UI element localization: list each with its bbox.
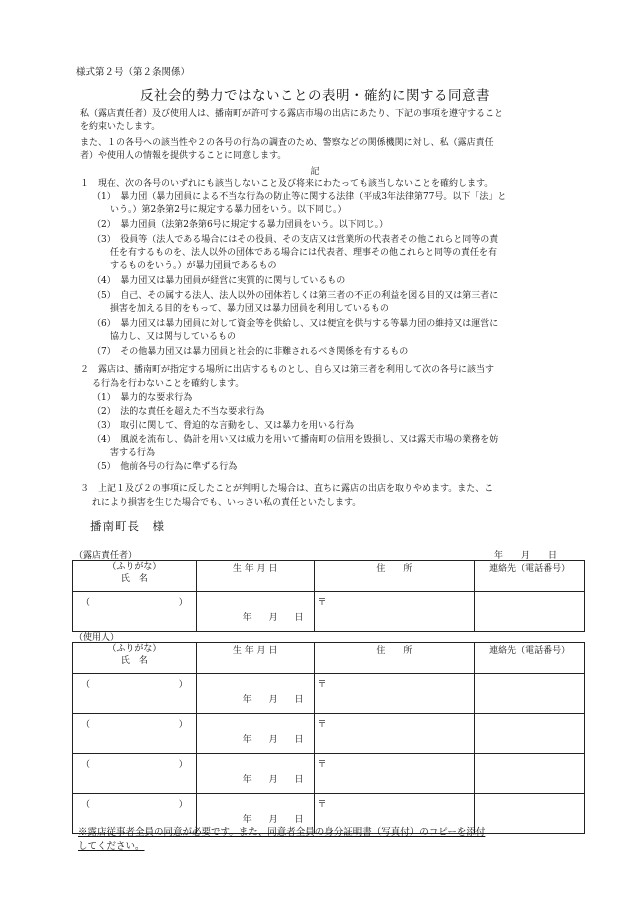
birth-header: 生 年 月 日 — [196, 561, 314, 592]
birth-cell[interactable]: 年 月 日 — [196, 794, 314, 834]
furigana-label: （ふりがな） — [107, 644, 162, 654]
ki-heading: 記 — [310, 167, 320, 177]
intro-line-4: 者）や使用人の情報を提供することに同意します。 — [80, 151, 287, 161]
section1-item-cont: 損害を加える目的をもって、暴力団又は暴力団員を利用しているもの — [110, 304, 389, 314]
table-header-row — [73, 561, 585, 592]
section1-item-cont: いう。）第2条第2号に規定する暴力団をいう。以下同じ。） — [110, 205, 347, 215]
birth-cell[interactable]: 年 月 日 — [196, 592, 314, 632]
name-header — [73, 643, 197, 674]
section1-item-cont: 協力し、又は関与しているもの — [110, 332, 237, 342]
section1-item: （3） 役員等（法人である場合にはその役員、その支店又は営業所の代表者その他これらと同等の責 — [92, 235, 499, 245]
section1-item: （2） 暴力団員（法第2条第6号に規定する暴力団員をいう。以下同じ。） — [92, 220, 389, 230]
contact-header: 連絡先（電話番号） — [475, 561, 585, 592]
user-label: （使用人） — [74, 633, 120, 643]
address-cell[interactable]: 〒 — [314, 714, 475, 754]
section1-heading: １ 現在、次の各号のいずれにも該当しないこと及び将来にわたっても該当しないことを確約します。 — [80, 179, 494, 189]
section1-item-cont: するものをいう。）が暴力団員であるもの — [110, 261, 277, 271]
intro-line-3: また、１の各号への該当性や２の各号の行為の調査のため、警察などの関係機関に対し、私（露店責任 — [80, 138, 494, 148]
furigana-label: （ふりがな） — [107, 562, 162, 572]
section2-item: （5） 他前各号の行為に準ずる行為 — [92, 462, 238, 472]
name-cell[interactable]: （ ） — [73, 754, 197, 794]
section1-item: （4） 暴力団又は暴力団員が経営に実質的に関与しているもの — [92, 276, 346, 286]
table-row — [73, 674, 585, 714]
name-label: 氏 名 — [120, 656, 148, 666]
address-header: 住 所 — [314, 561, 475, 592]
footnote-line-2: してください。 — [78, 841, 145, 852]
section2-item: （3） 取引に関して、脅迫的な言動をし、又は暴力を用いる行為 — [92, 421, 355, 431]
contact-header: 連絡先（電話番号） — [475, 643, 585, 674]
section2-item: （2） 法的な責任を超えた不当な要求行為 — [92, 407, 265, 417]
section2-item: （1） 暴力的な要求行為 — [92, 393, 193, 403]
section3-heading-cont: れにより損害を生じた場合でも、いっさい私の責任といたします。 — [92, 498, 362, 508]
section1-item: （7） その他暴力団又は暴力団員と社会的に非難されるべき関係を有するもの — [92, 347, 409, 357]
address-cell[interactable]: 〒 — [314, 592, 475, 632]
document-title: 反社会的勢力ではないことの表明・確約に関する同意書 — [140, 88, 490, 104]
section2-item-cont: 害する行為 — [110, 448, 156, 458]
section1-item: （6） 暴力団又は暴力団員に対して資金等を供給し、又は便宜を供与する等暴力団の維持又は運営に — [92, 319, 499, 329]
user-table — [72, 642, 585, 834]
birth-cell[interactable]: 年 月 日 — [196, 674, 314, 714]
date-field[interactable]: 年 月 日 — [494, 551, 558, 561]
address-cell[interactable]: 〒 — [314, 674, 475, 714]
intro-line-2: を約束いたします。 — [80, 122, 161, 132]
contact-cell[interactable] — [475, 714, 585, 754]
section3-heading: ３ 上記１及び２の事項に反したことが判明した場合は、直ちに露店の出店を取りやめます。また、こ — [80, 484, 494, 494]
name-cell[interactable]: （ ） — [73, 714, 197, 754]
name-header — [73, 561, 197, 592]
birth-cell[interactable]: 年 月 日 — [196, 714, 314, 754]
table-row — [73, 592, 585, 632]
address-cell[interactable]: 〒 — [314, 754, 475, 794]
table-header-row — [73, 643, 585, 674]
intro-line-1: 私（露店責任者）及び使用人は、播南町が許可する露店市場の出店にあたり、下記の事項を遵守すること — [80, 109, 504, 119]
form-number: 様式第２号（第２条関係） — [76, 67, 191, 78]
contact-cell[interactable] — [475, 592, 585, 632]
table-row — [73, 754, 585, 794]
name-cell[interactable]: （ ） — [73, 674, 197, 714]
contact-cell[interactable] — [475, 754, 585, 794]
footnote — [78, 826, 485, 854]
addressee-mayor: 播南町長 様 — [90, 519, 165, 533]
name-cell[interactable]: （ ） — [73, 794, 197, 834]
footnote-line-1: ※露店従事者全員の同意が必要です。また、同意者全員の身分証明書（写真付）のコピーを添付 — [78, 827, 486, 838]
section2-heading: ２ 露店は、播南町が指定する場所に出店するものとし、自ら又は第三者を利用して次の各号に該当す — [80, 365, 495, 375]
address-header: 住 所 — [314, 643, 475, 674]
birth-cell[interactable]: 年 月 日 — [196, 754, 314, 794]
section1-item: （1） 暴力団（暴力団員による不当な行為の防止等に関する法律（平成3年法律第77号。以下「法」と — [92, 192, 507, 202]
address-cell[interactable]: 〒 — [314, 794, 475, 834]
responsible-label: （露店責任者） — [74, 551, 138, 561]
section1-item: （5） 自己、その属する法人、法人以外の団体若しくは第三者の不正の利益を図る目的又は第三者に — [92, 291, 499, 301]
contact-cell[interactable] — [475, 674, 585, 714]
contact-cell[interactable] — [475, 794, 585, 834]
section2-heading-cont: る行為を行わないことを確約します。 — [92, 379, 245, 389]
birth-header: 生 年 月 日 — [196, 643, 314, 674]
responsible-table — [72, 560, 585, 632]
section1-item-cont: 任を有するものを、法人以外の団体である場合には代表者、理事その他これらと同等の責任を有 — [110, 248, 498, 258]
section2-item: （4） 風説を流布し、偽計を用い又は威力を用いて播南町の信用を毀損し、又は露天市場の業務を妨 — [92, 435, 499, 445]
name-cell[interactable]: （ ） — [73, 592, 197, 632]
table-row — [73, 714, 585, 754]
name-label: 氏 名 — [120, 574, 148, 584]
